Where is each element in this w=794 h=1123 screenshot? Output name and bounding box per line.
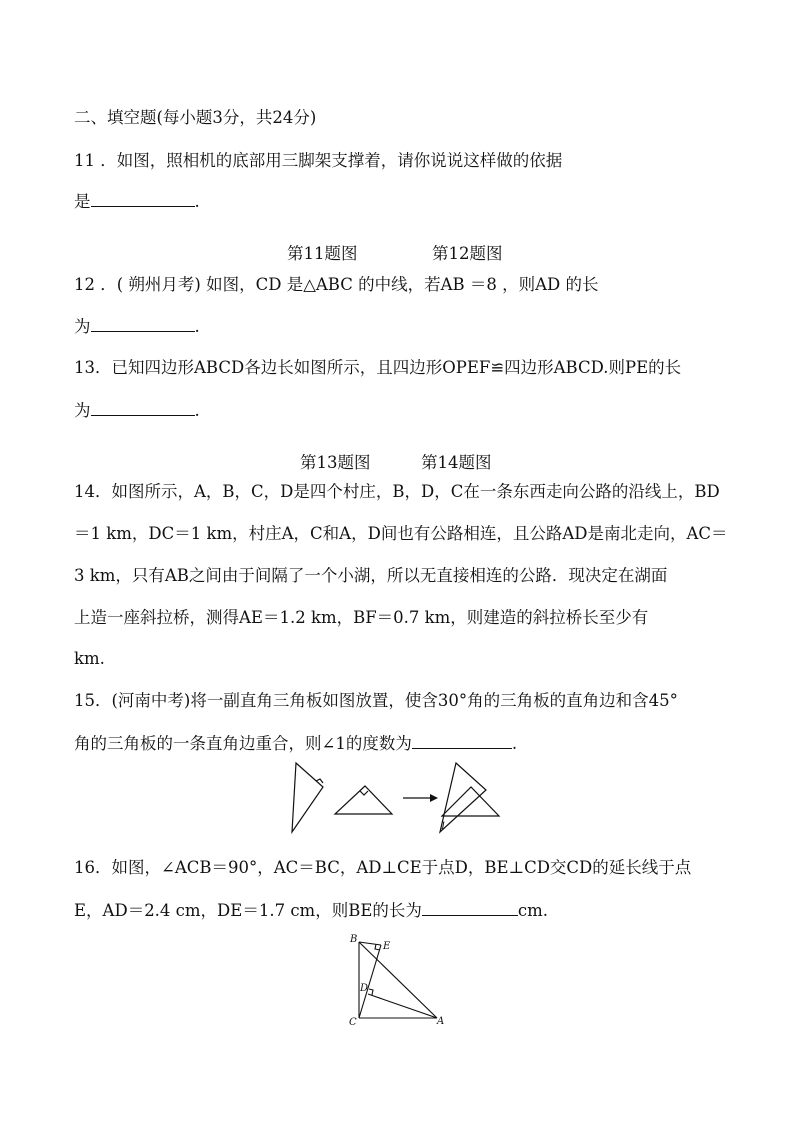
q12-prefix: 为 [74, 317, 91, 336]
q12-line1: 12 ．( 朔州月考) 如图，CD 是△ABC 的中线，若AB ＝8 ，则AD 的长 [74, 275, 599, 294]
q16-line2 [74, 899, 548, 922]
q14-line5: km. [74, 649, 105, 668]
q14-line2: ＝1 km，DC＝1 km，村庄A，C和A，D间也有公路相连，且公路AD是南北走向，AC＝ [74, 524, 728, 543]
set-square-45 [335, 786, 392, 814]
segment-AD [368, 994, 437, 1018]
q16-line1: 16．如图，∠ACB＝90°，AC＝BC，AD⊥CE于点D，BE⊥CD交CD的延长线于点 [74, 858, 692, 877]
set-square-30 [292, 763, 323, 832]
q15-figure [280, 760, 520, 835]
q12-line2 [74, 315, 200, 338]
q11-suffix: . [194, 192, 200, 211]
q13-prefix: 为 [74, 401, 91, 420]
q16-suffix: cm. [517, 901, 549, 920]
q15-prefix: 角的三角板的一条直角边重合，则∠1的度数为 [74, 734, 412, 753]
q15-suffix: . [511, 734, 518, 753]
q13-suffix: . [194, 401, 200, 420]
caption-fig12: 第12题图 [432, 244, 503, 263]
label-B: B [350, 934, 358, 945]
q13-answer-blank[interactable] [91, 399, 195, 416]
label-D: D [360, 983, 369, 994]
q16-figure [345, 932, 455, 1027]
q11-line2 [74, 190, 200, 213]
q11-answer-blank[interactable] [91, 190, 195, 207]
q14-line3: 3 km，只有AB之间由于间隔了一个小湖，所以无直接相连的公路．现决定在湖面 [74, 566, 668, 585]
caption-fig14: 第14题图 [421, 453, 492, 472]
q15-line1: 15．(河南中考)将一副直角三角板如图放置，使含30°角的三角板的直角边和含45° [74, 691, 678, 710]
label-E: E [383, 941, 391, 952]
combined-30-triangle [440, 763, 486, 832]
q12-answer-blank[interactable] [91, 315, 195, 332]
q15-answer-blank[interactable] [412, 732, 512, 749]
set-square-45-right-mark [360, 791, 368, 795]
label-C: C [349, 1017, 357, 1028]
q16-prefix: E，AD＝2.4 cm，DE＝1.7 cm，则BE的长为 [74, 901, 422, 920]
q11-prefix: 是 [74, 192, 91, 211]
angle-1-label: 1 [440, 821, 447, 832]
q15-line2 [74, 732, 517, 755]
label-A: A [437, 1016, 445, 1027]
q14-line4: 上造一座斜拉桥，测得AE＝1.2 km，BF＝0.7 km，则建造的斜拉桥长至少有 [74, 608, 649, 627]
combined-45-triangle [442, 787, 499, 816]
caption-fig11: 第11题图 [287, 244, 358, 263]
q13-line2 [74, 399, 200, 422]
q12-suffix: . [194, 317, 200, 336]
q14-line1: 14．如图所示，A，B，C，D是四个村庄，B，D，C在一条东西走向公路的沿线上，BD [74, 482, 720, 501]
caption-fig13: 第13题图 [300, 453, 371, 472]
segment-CE [359, 945, 381, 1018]
q11-line1: 11 ．如图，照相机的底部用三脚架支撑着，请你说说这样做的依据 [74, 151, 563, 170]
q16-answer-blank[interactable] [422, 899, 518, 916]
q13-line1: 13．已知四边形ABCD各边长如图所示，且四边形OPEF≌四边形ABCD.则PE的长 [74, 358, 682, 377]
section-heading: 二、填空题(每小题3分，共24分) [74, 108, 317, 127]
arrow-head [430, 794, 438, 802]
